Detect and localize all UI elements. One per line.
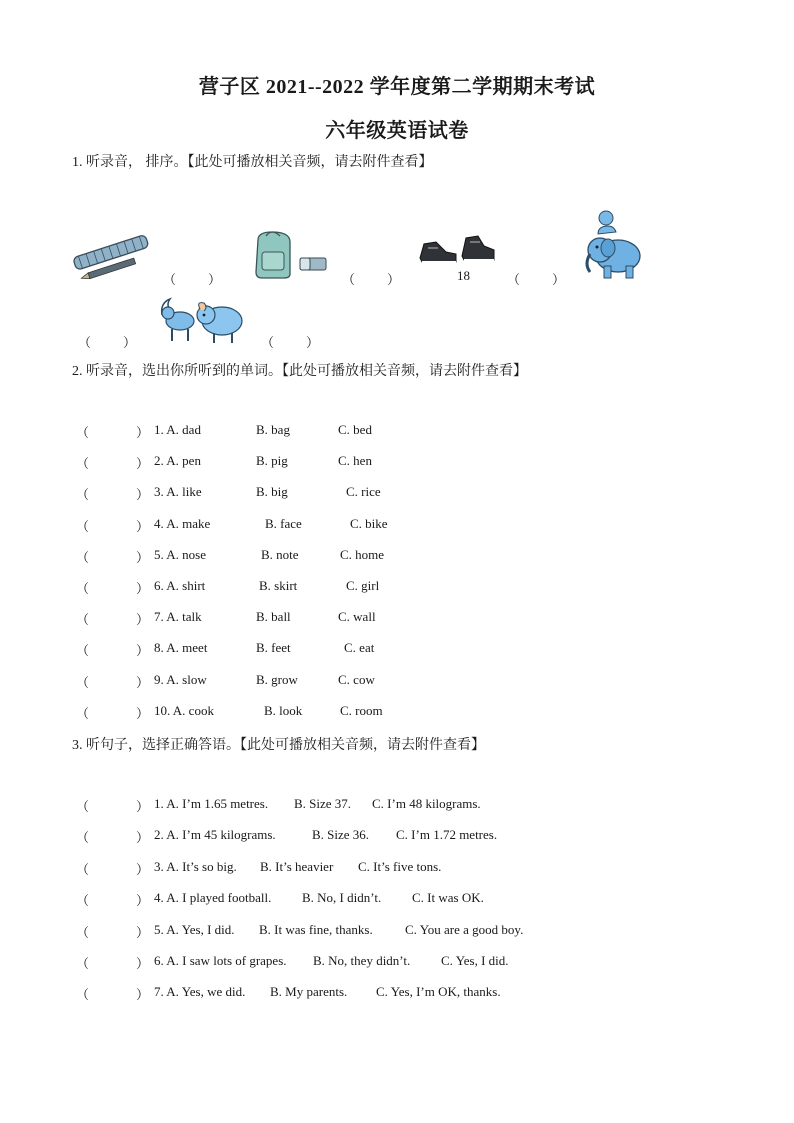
answer-paren-close: ） — [136, 643, 150, 659]
q3-heading: 3. 听句子，选择正确答语。【此处可播放相关音频，请去附件查看】 — [72, 738, 485, 753]
answer-paren-open[interactable]: （ — [76, 799, 90, 814]
option-c: C. hen — [338, 453, 372, 469]
option-b: B. Size 36. — [312, 827, 370, 843]
answer-paren-close: ） — [136, 674, 150, 690]
schoolbag-and-eraser-icon — [250, 228, 332, 285]
option-c: C. Yes, I did. — [441, 953, 509, 968]
answer-paren-open[interactable]: （ — [76, 987, 90, 1003]
answer-paren-open[interactable]: （ — [76, 674, 90, 690]
answer-paren-open[interactable]: （ — [76, 861, 90, 877]
answer-paren-close: ） — [136, 830, 150, 846]
elephant-icon — [582, 208, 644, 287]
option-c: C. room — [340, 702, 383, 718]
option-b: B. skirt — [259, 578, 298, 593]
option-b: B. look — [264, 702, 303, 718]
shoe-size-label: 18 — [457, 268, 470, 283]
q1-answer-blank-1[interactable]: （ ） — [163, 272, 222, 287]
option-c: C. It was OK. — [412, 890, 484, 906]
option-b: B. big — [256, 484, 288, 500]
option-a: 7. A. talk — [154, 609, 202, 625]
option-a: 9. A. slow — [154, 671, 207, 687]
option-a: 10. A. cook — [154, 702, 214, 718]
option-a: 6. A. shirt — [154, 578, 206, 593]
option-b: B. It’s heavier — [260, 858, 334, 874]
option-c: C. girl — [346, 578, 380, 593]
option-a: 1. A. dad — [154, 422, 201, 437]
answer-paren-open[interactable]: （ — [76, 425, 90, 440]
option-c: C. It’s five tons. — [358, 858, 442, 874]
option-c: C. home — [340, 546, 385, 562]
answer-paren-close: ） — [136, 425, 150, 440]
option-c: C. eat — [344, 640, 375, 656]
option-a: 3. A. It’s so big. — [154, 858, 237, 874]
option-b: B. No, they didn’t. — [313, 953, 411, 968]
answer-paren-open[interactable]: （ — [76, 893, 90, 909]
answer-paren-close: ） — [136, 549, 150, 565]
option-b: B. No, I didn’t. — [302, 890, 382, 906]
option-a: 8. A. meet — [154, 640, 208, 656]
option-c: C. bike — [350, 515, 388, 531]
answer-paren-close: ） — [136, 487, 150, 503]
option-b: B. feet — [256, 640, 291, 656]
answer-paren-open[interactable]: （ — [76, 456, 90, 472]
option-b: B. It was fine, thanks. — [259, 921, 373, 937]
option-a: 3. A. like — [154, 484, 202, 500]
option-a: 1. A. I’m 1.65 metres. — [154, 796, 269, 811]
answer-paren-close: ） — [136, 456, 150, 472]
answer-paren-open[interactable]: （ — [76, 830, 90, 846]
answer-paren-close: ） — [136, 956, 150, 971]
option-b: B. face — [265, 515, 302, 531]
shoes-icon — [418, 232, 498, 273]
option-c: C. bed — [338, 422, 372, 437]
answer-paren-close: ） — [136, 861, 150, 877]
answer-paren-close: ） — [136, 705, 150, 721]
option-c: C. I’m 1.72 metres. — [396, 827, 498, 843]
exam-subtitle: 六年级英语试卷 — [325, 120, 469, 142]
answer-paren-close: ） — [136, 987, 150, 1003]
option-a: 4. A. I played football. — [154, 890, 272, 906]
option-a: 2. A. I’m 45 kilograms. — [154, 827, 276, 843]
q1-answer-blank-5[interactable]: （ ） — [261, 335, 320, 350]
answer-paren-open[interactable]: （ — [76, 581, 90, 596]
q1-answer-blank-3[interactable]: （ ） — [507, 272, 566, 287]
answer-paren-open[interactable]: （ — [76, 612, 90, 628]
option-c: C. rice — [346, 484, 381, 500]
option-c: C. I’m 48 kilograms. — [372, 796, 481, 811]
q1-answer-blank-2[interactable]: （ ） — [342, 272, 401, 287]
q2-heading: 2. 听录音，选出你所听到的单词。【此处可播放相关音频，请去附件查看】 — [72, 364, 527, 379]
option-a: 5. A. nose — [154, 546, 206, 562]
option-c: C. cow — [338, 671, 375, 687]
option-a: 5. A. Yes, I did. — [154, 921, 235, 937]
option-b: B. note — [261, 546, 299, 562]
option-a: 2. A. pen — [154, 453, 201, 469]
option-a: 6. A. I saw lots of grapes. — [154, 953, 287, 968]
option-c: C. wall — [338, 609, 376, 625]
answer-paren-close: ） — [136, 924, 150, 940]
answer-paren-close: ） — [136, 581, 150, 596]
answer-paren-open[interactable]: （ — [76, 518, 90, 534]
answer-paren-close: ） — [136, 612, 150, 628]
answer-paren-close: ） — [136, 799, 150, 814]
option-b: B. grow — [256, 671, 298, 687]
option-a: 4. A. make — [154, 515, 211, 531]
pencil-case-and-pencil-icon — [70, 228, 152, 289]
answer-paren-close: ） — [136, 893, 150, 909]
option-b: B. My parents. — [270, 984, 348, 1000]
answer-paren-open[interactable]: （ — [76, 956, 90, 971]
option-b: B. ball — [256, 609, 291, 625]
goat-and-sheep-icon — [156, 293, 248, 350]
exam-title: 营子区 2021--2022 学年度第二学期期末考试 — [198, 76, 596, 98]
option-b: B. pig — [256, 453, 288, 469]
q1-heading: 1. 听录音， 排序。【此处可播放相关音频，请去附件查看】 — [72, 155, 433, 170]
option-b: B. bag — [256, 422, 290, 437]
answer-paren-open[interactable]: （ — [76, 487, 90, 503]
answer-paren-open[interactable]: （ — [76, 643, 90, 659]
option-c: C. You are a good boy. — [405, 921, 524, 937]
answer-paren-close: ） — [136, 518, 150, 534]
option-c: C. Yes, I’m OK, thanks. — [376, 984, 501, 1000]
answer-paren-open[interactable]: （ — [76, 924, 90, 940]
option-a: 7. A. Yes, we did. — [154, 984, 246, 1000]
option-b: B. Size 37. — [294, 796, 352, 811]
answer-paren-open[interactable]: （ — [76, 705, 90, 721]
answer-paren-open[interactable]: （ — [76, 549, 90, 565]
